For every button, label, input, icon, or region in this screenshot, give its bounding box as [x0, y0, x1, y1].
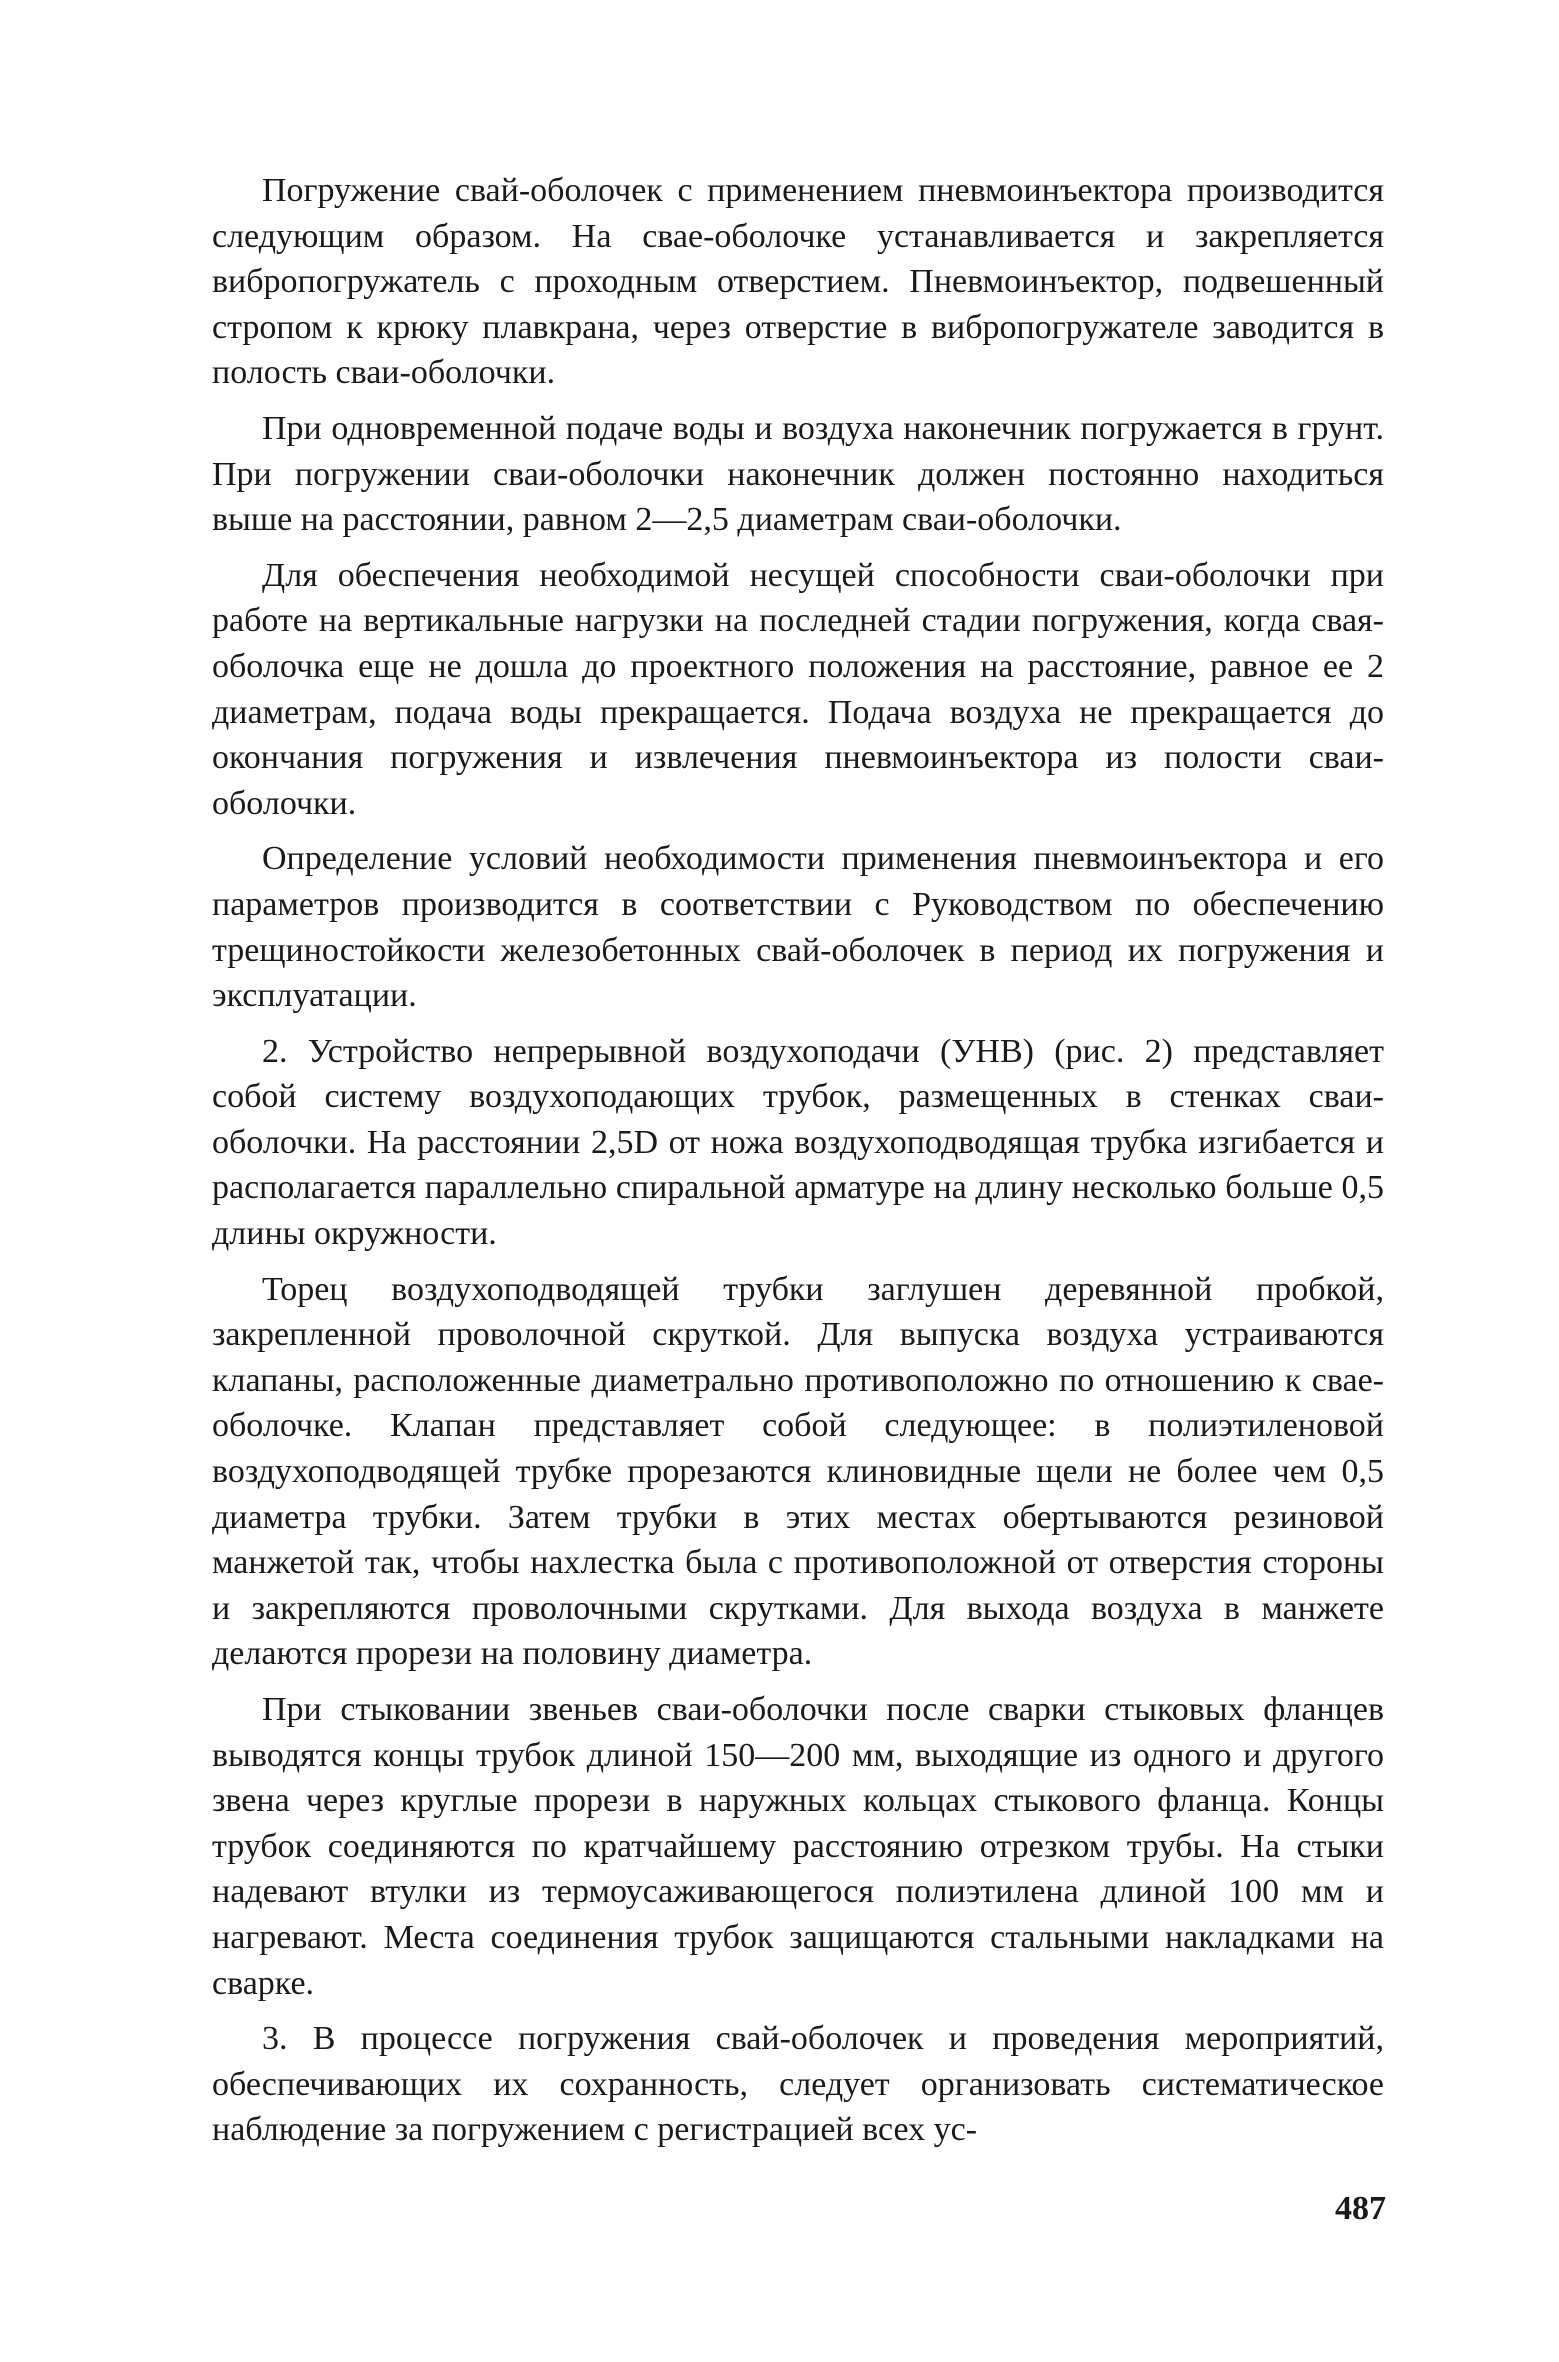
- paragraph-joining: При стыковании звеньев сваи-оболочки после сварки стыковых фланцев выводятся концы трубок длиной 150—200 мм, выходящие из одного и другого звена через круглые прорези в наружных кольцах стыкового фланца. Концы трубок соединяются по кратчайшему расстоянию отрезком трубы. На стыки надевают втулки из термоусаживающегося полиэтилена длиной 100 мм и нагревают. Места соединения трубок защищаются стальными накладками на сварке.: [212, 1691, 1384, 2002]
- paragraph-section-2: 2. Устройство непрерывной воздухоподачи (УНВ) (рис. 2) представляет собой систему воздухоподающих трубок, размещенных в стенках сваи-оболочки. На расстоянии 2,5D от ножа воздухоподводящая трубка изгибается и располагается параллельно спиральной арматуре на длину несколько больше 0,5 длины окружности.: [212, 1032, 1384, 1253]
- paragraph-pneumoinjector-procedure: Погружение свай-оболочек с применением пневмоинъектора производится следующим образом. На сваe-оболочке устанавливается и закрепляется вибропогружатель с проходным отверстием. Пневмоинъектор, подвешенный стропом к крюку плавкрана, через отверстие в вибропогружателе заводится в полость сваи-оболочки.: [212, 172, 1384, 392]
- paragraph-bearing-capacity: Для обеспечения необходимой несущей способности сваи-оболочки при работе на вертикальные нагрузки на последней стадии погружения, когда свая-оболочка еще не дошла до проектного положения на расстояние, равное ее 2 диаметрам, подача воды прекращается. Подача воздуха не прекращается до окончания погружения и извлечения пневмоинъектора из полости сваи-оболочки.: [212, 556, 1384, 822]
- page-number: 487: [1335, 2190, 1386, 2227]
- paragraph-tube-end: Торец воздухоподводящей трубки заглушен деревянной пробкой, закрепленной проволочной скруткой. Для выпуска воздуха устраиваются клапаны, расположенные диаметрально противоположно по отношению к свае-оболочке. Клапан представляет собой следующее: в полиэтиленовой воздухоподводящей трубке прорезаются клиновидные щели не более чем 0,5 диаметра трубки. Затем трубки в этих местах обертываются резиновой манжетой так, чтобы нахлестка была с противоположной от отверстия стороны и закрепляются проволочными скрутками. Для выхода воздуха в манжете делаются прорези на половину диаметра.: [212, 1270, 1384, 1673]
- page-body: [212, 168, 1384, 2163]
- paragraph-conditions: Определение условий необходимости применения пневмоинъектора и его параметров производится в соответствии с Руководством по обеспечению трещиностойкости железобетонных свай-оболочек в период их погружения и эксплуатации.: [212, 840, 1384, 1015]
- paragraph-tip-position: При одновременной подаче воды и воздуха наконечник погружается в грунт. При погружении сваи-оболочки наконечник должен постоянно находиться выше на расстоянии, равном 2—2,5 диаметрам сваи-оболочки.: [212, 409, 1384, 539]
- paragraph-section-3: 3. В процессе погружения свай-оболочек и проведения мероприятий, обеспечивающих их сохранность, следует организовать систематическое наблюдение за погружением с регистрацией всех ус-: [212, 2020, 1384, 2149]
